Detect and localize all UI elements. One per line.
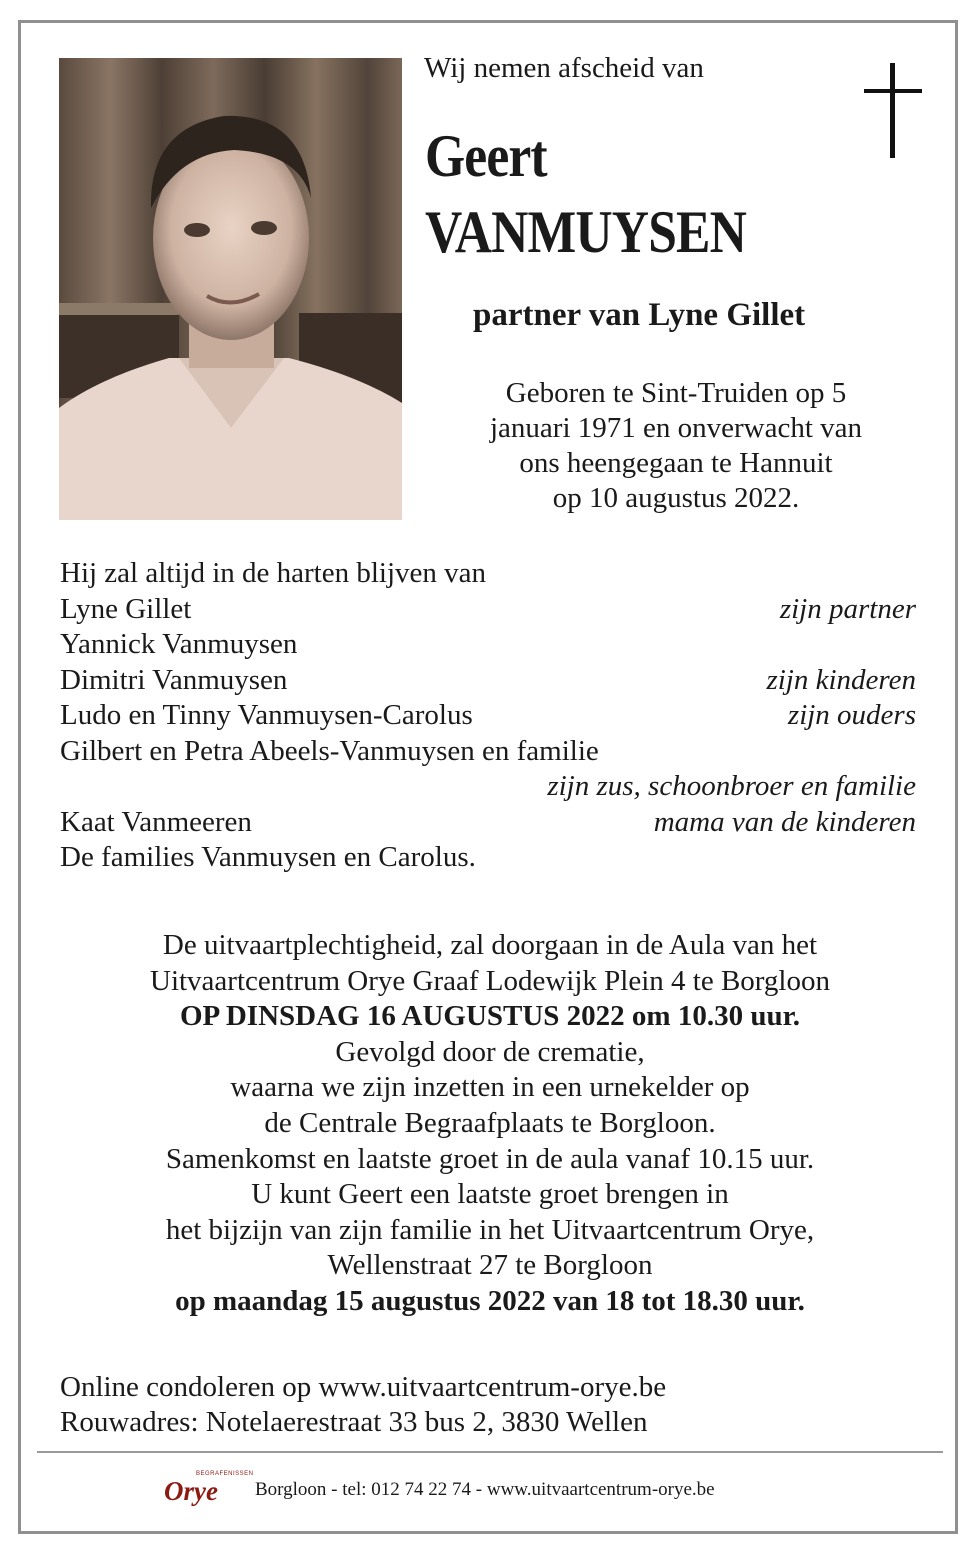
footer-contact: Borgloon - tel: 012 74 22 74 - www.uitvaartcentrum-orye.be xyxy=(255,1479,715,1500)
service-line: Gevolgd door de crematie, xyxy=(335,1035,645,1068)
service-date: OP DINSDAG 16 AUGUSTUS 2022 om 10.30 uur. xyxy=(179,1000,801,1033)
mourner-name: Yannick Vanmuysen xyxy=(60,628,298,660)
mourner-name: Lyne Gillet xyxy=(60,592,192,625)
mourner-name: De families Vanmuysen en Carolus. xyxy=(60,841,476,873)
logo-subtext: BEGRAFENISSEN xyxy=(196,1471,254,1477)
last-name: VANMUYSEN xyxy=(425,199,747,265)
mourner-row xyxy=(60,592,916,628)
mourner-row xyxy=(60,627,916,663)
mourner-row xyxy=(60,698,916,734)
mourning-address: Rouwadres: Notelaerestraat 33 bus 2, 3830 Wellen xyxy=(60,1406,648,1438)
portrait-photo xyxy=(59,58,402,520)
visitation-date: op maandag 15 augustus 2022 van 18 tot 18.30 uur. xyxy=(175,1284,805,1317)
mourner-row xyxy=(60,663,916,699)
service-info xyxy=(40,928,940,1320)
mourners-intro: Hij zal altijd in de harten blijven van xyxy=(60,557,487,589)
mourner-name: Ludo en Tinny Vanmuysen-Carolus xyxy=(60,699,473,731)
service-line: de Centrale Begraafplaats te Borgloon. xyxy=(264,1106,716,1139)
mourner-name: Gilbert en Petra Abeels-Vanmuysen en familie xyxy=(60,734,599,767)
mourner-row xyxy=(60,840,916,876)
mourner-relation: zijn kinderen xyxy=(766,663,916,696)
birth-death-info xyxy=(416,376,936,516)
service-line: De uitvaartplechtigheid, zal doorgaan in de Aula van het xyxy=(162,929,818,961)
service-line: waarna we zijn inzetten in een urnekelder op xyxy=(230,1071,750,1104)
mourners-list xyxy=(60,556,916,876)
service-line: U kunt Geert een laatste groet brengen in xyxy=(251,1178,729,1211)
service-line: het bijzijn van zijn familie in het Uitvaartcentrum Orye, xyxy=(165,1213,815,1246)
online-info xyxy=(60,1370,666,1440)
mourner-relation: zijn ouders xyxy=(787,699,916,731)
mourner-row xyxy=(60,805,916,841)
orye-logo: Orye xyxy=(164,1476,218,1506)
mourner-row xyxy=(60,769,916,805)
mourner-relation: mama van de kinderen xyxy=(653,805,916,838)
birth-line: januari 1971 en onverwacht van xyxy=(489,412,863,444)
footer-divider xyxy=(37,1451,943,1453)
mourner-row xyxy=(60,734,916,770)
partner-line: partner van Lyne Gillet xyxy=(473,297,806,333)
service-line: Uitvaartcentrum Orye Graaf Lodewijk Plein 4 te Borgloon xyxy=(150,964,830,997)
intro-text: Wij nemen afscheid van xyxy=(424,52,704,84)
footer xyxy=(0,1470,980,1514)
mourner-name: Kaat Vanmeeren xyxy=(60,805,252,838)
birth-line: ons heengegaan te Hannuit xyxy=(519,447,833,479)
service-line: Wellenstraat 27 te Borgloon xyxy=(327,1249,653,1282)
condolence-line: Online condoleren op www.uitvaartcentrum-orye.be xyxy=(60,1371,667,1403)
mourner-relation: zijn partner xyxy=(779,592,916,625)
birth-line: Geboren te Sint-Truiden op 5 xyxy=(505,377,847,409)
first-name: Geert xyxy=(425,123,547,189)
service-line: Samenkomst en laatste groet in de aula vanaf 10.15 uur. xyxy=(165,1142,815,1175)
mourner-name: Dimitri Vanmuysen xyxy=(60,663,288,696)
birth-line: op 10 augustus 2022. xyxy=(552,482,800,514)
mourner-relation: zijn zus, schoonbroer en familie xyxy=(547,770,916,802)
cross-icon xyxy=(864,63,922,158)
